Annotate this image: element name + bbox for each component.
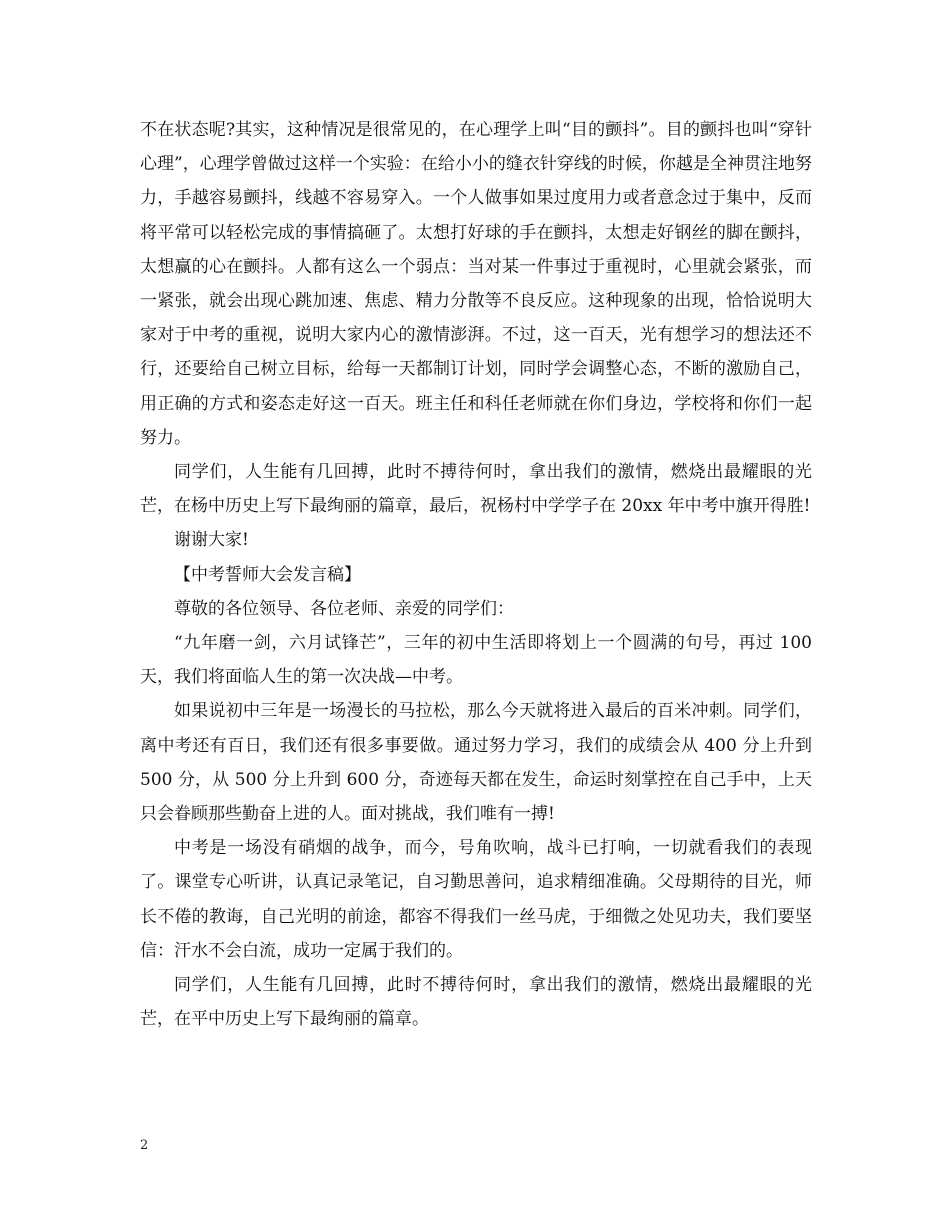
page-number: 2 xyxy=(140,1138,149,1153)
paragraph-battle: 中考是一场没有硝烟的战争，而今，号角吹响，战斗已打响，一切就看我们的表现了。课堂专心听讲，认真记录笔记，自习勤思善问，追求精细准确。父母期待的目光，师长不倦的教诲，自己光明的前途，都容不得我们一丝马虎，于细微之处见功夫，我们要坚信：汗水不会白流，成功一定属于我们的。 xyxy=(140,838,812,961)
paragraph-thanks: 谢谢大家! xyxy=(174,530,249,551)
paragraph-marathon: 如果说初中三年是一场漫长的马拉松，那么今天就将进入最后的百米冲刺。同学们，离中考还有百日，我们还有很多事要做。通过努力学习，我们的成绩会从 400 分上升到 500 分，从 500 分上升到 600 分，奇迹每天都在发生，命运时刻掌控在自己手中，上天只会眷顾那些勤奋上进的人。面对挑战，我们唯有一搏! xyxy=(140,701,812,825)
document-body xyxy=(140,113,812,1036)
paragraph-continued-text: 不在状态呢?其实，这种情况是很常见的，在心理学上叫“目的颤抖”。目的颤抖也叫“穿针心理”，心理学曾做过这样一个实验：在给小小的缝衣针穿线的时候，你越是全神贯注地努力，手越容易颤抖，线越不容易穿入。一个人做事如果过度用力或者意念过于集中，反而将平常可以轻松完成的事情搞砸了。太想打好球的手在颤抖，太想走好钢丝的脚在颤抖，太想赢的心在颤抖。人都有这么一个弱点：当对某一件事过于重视时，心里就会紧张，而一紧张，就会出现心跳加速、焦虑、精力分散等不良反应。这种现象的出现，恰恰说明大家对于中考的重视，说明大家内心的激情澎湃。不过，这一百天，光有想学习的想法还不行，还要给自己树立目标，给每一天都制订计划，同时学会调整心态，不断的激励自己，用正确的方式和姿态走好这一百天。班主任和科任老师就在你们身边，学校将和你们一起努力。 xyxy=(140,120,812,448)
paragraph-salutation: 尊敬的各位领导、各位老师、亲爱的同学们： xyxy=(174,598,514,619)
paragraph-final: 同学们，人生能有几回搏，此时不搏待何时，拿出我们的激情，燃烧出最耀眼的光芒，在平中历史上写下最绚丽的篇章。 xyxy=(140,975,812,1030)
paragraph-closing-wish: 同学们，人生能有几回搏，此时不搏待何时，拿出我们的激情，燃烧出最耀眼的光芒，在杨中历史上写下最绚丽的篇章，最后，祝杨村中学学子在 20xx 年中考中旗开得胜! xyxy=(140,462,812,517)
paragraph-opening: “九年磨一剑，六月试锋芒”，三年的初中生活即将划上一个圆满的句号，再过 100 天，我们将面临人生的第一次决战—中考。 xyxy=(140,633,812,688)
section-heading: 【中考誓师大会发言稿】 xyxy=(174,564,361,585)
